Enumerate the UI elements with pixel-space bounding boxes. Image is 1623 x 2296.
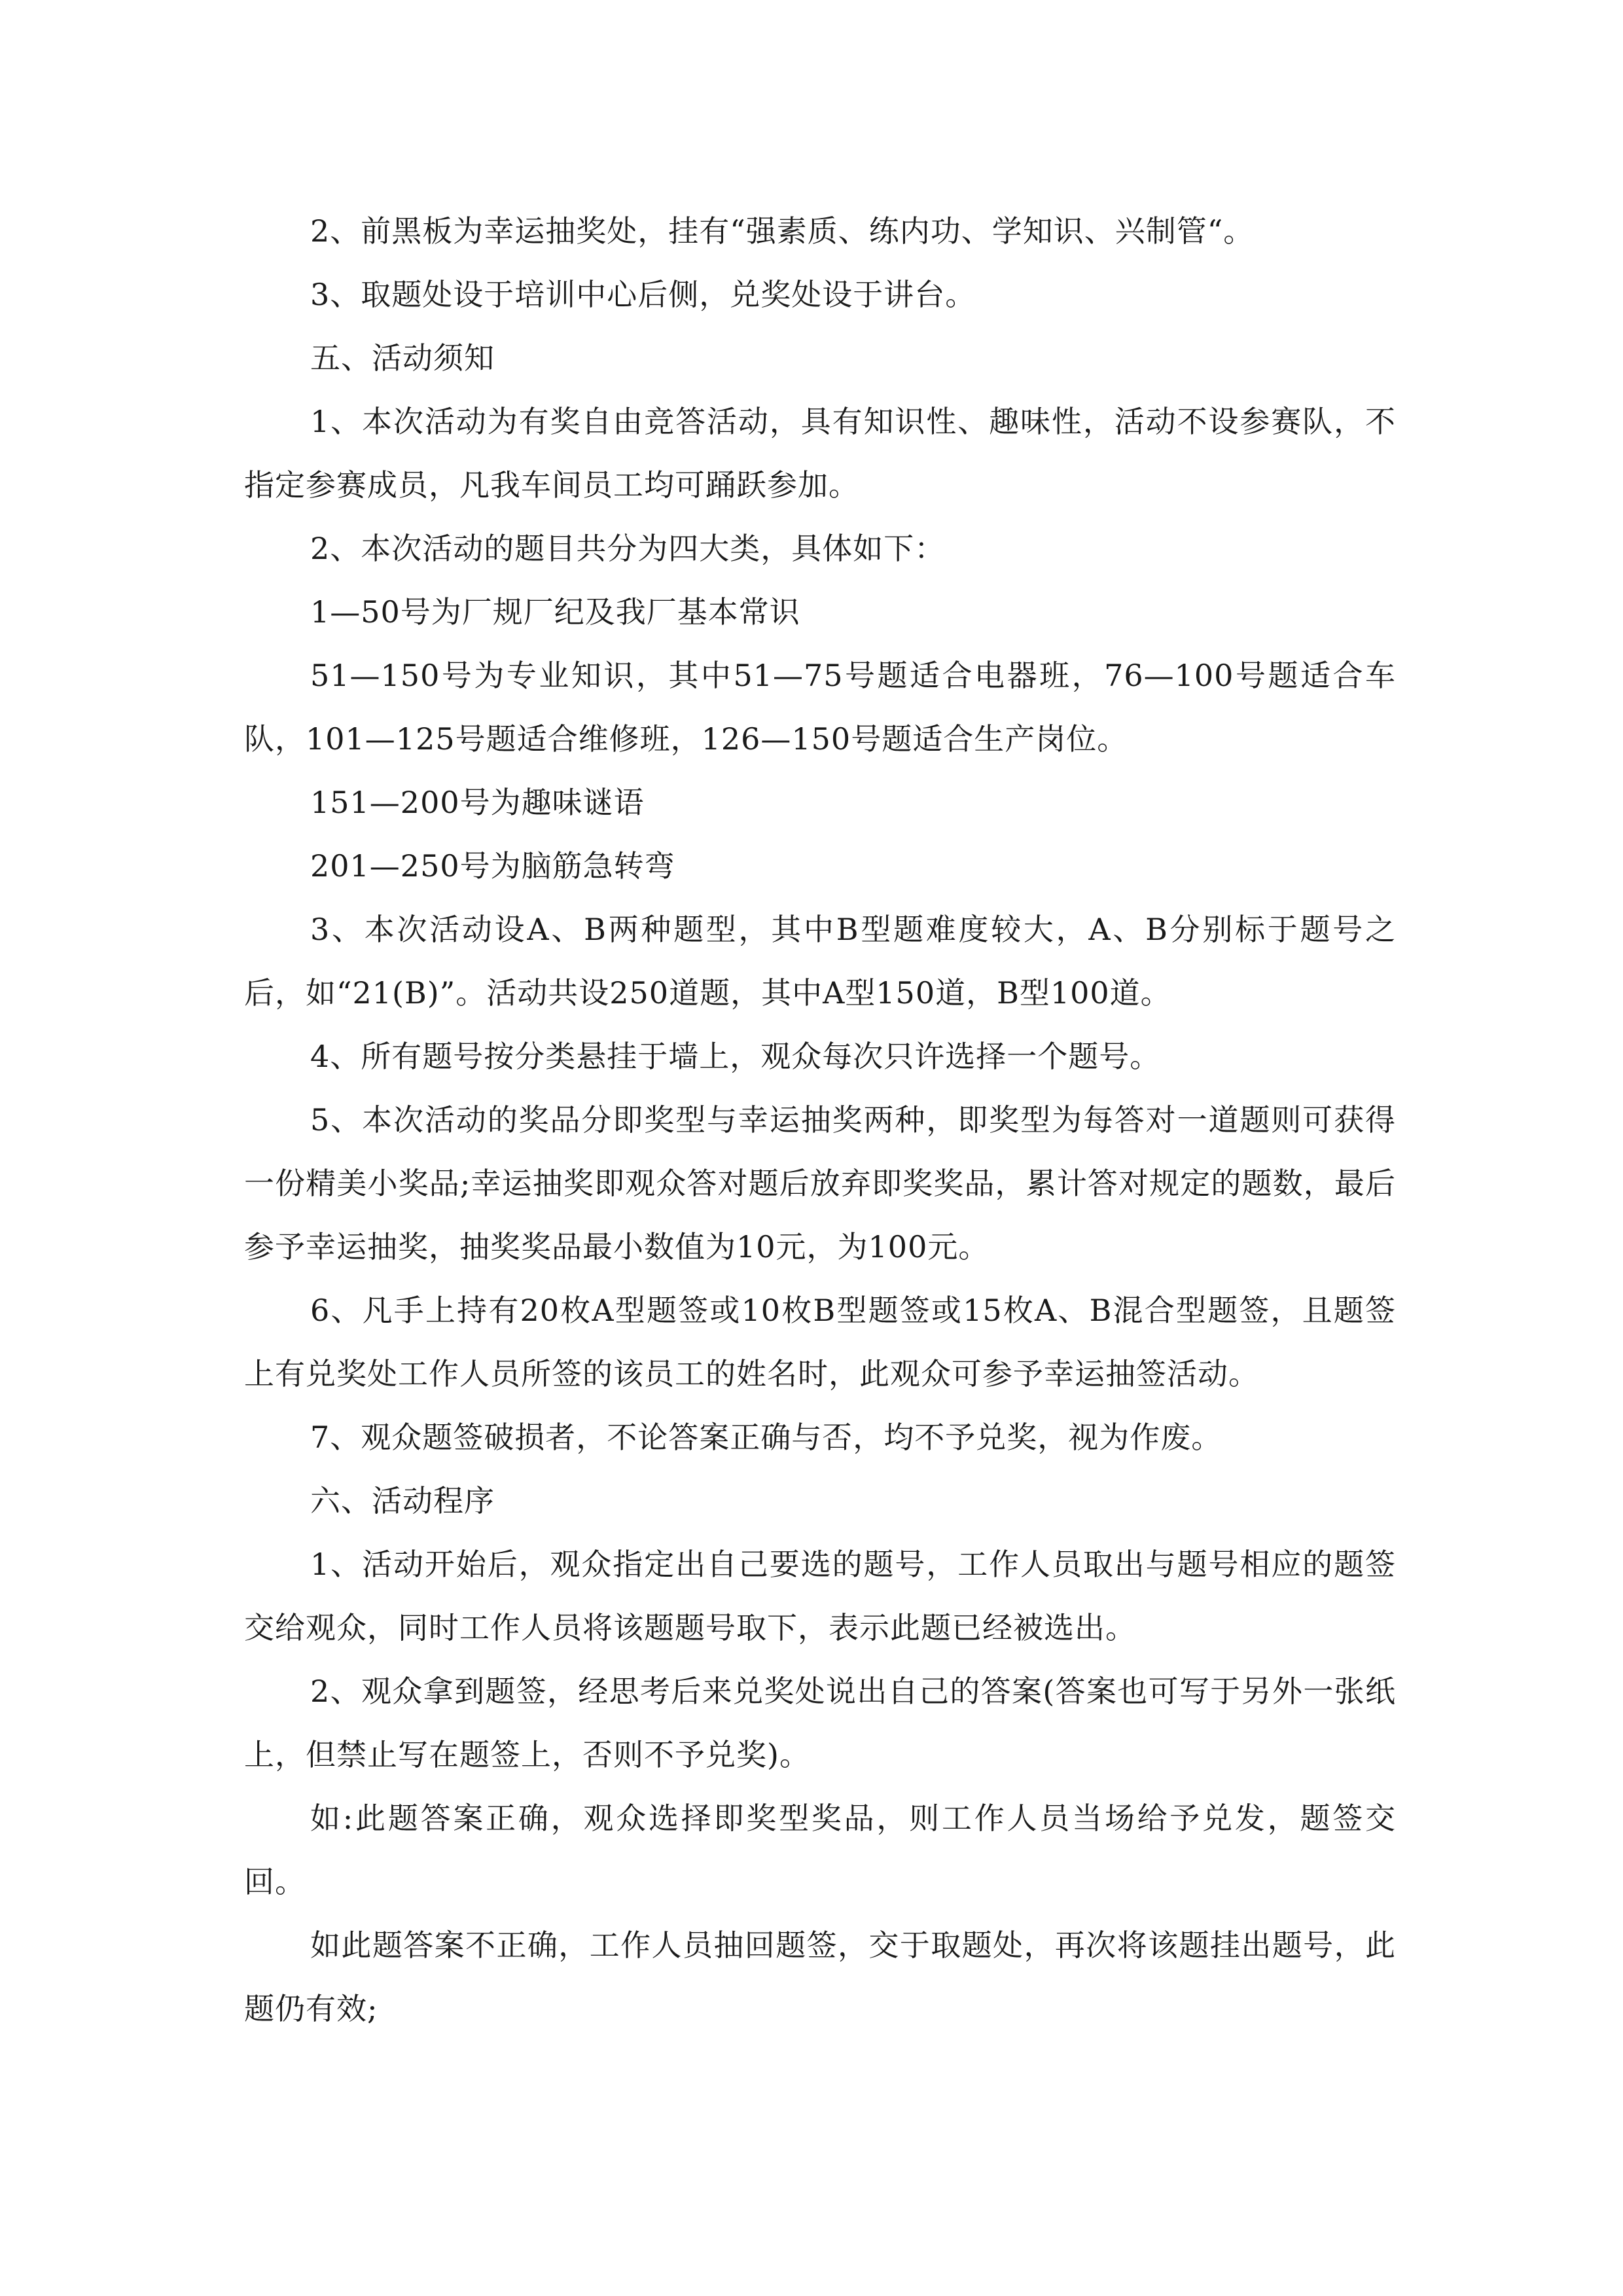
paragraph: 1—50号为厂规厂纪及我厂基本常识 [310,594,800,630]
paragraph: 如:此题答案正确，观众选择即奖型奖品，则工作人员当场给予兑发，题签交回。 [244,1801,1396,1899]
paragraph: 六、活动程序 [310,1483,495,1518]
paragraph: 3、本次活动设A、B两种题型，其中B型题难度较大，A、B分别标于题号之后，如“21(B)”。活动共设250道题，其中A型150道，B型100道。 [244,912,1396,1011]
paragraph: 4、所有题号按分类悬挂于墙上，观众每次只许选择一个题号。 [310,1039,1161,1074]
paragraph: 51—150号为专业知识，其中51—75号题适合电器班，76—100号题适合车队，101—125号题适合维修班，126—150号题适合生产岗位。 [244,658,1396,757]
paragraph: 2、本次活动的题目共分为四大类，具体如下： [310,531,946,566]
paragraph: 2、前黑板为幸运抽奖处，挂有“强素质、练内功、学知识、兴制管“。 [310,213,1255,249]
paragraph: 5、本次活动的奖品分即奖型与幸运抽奖两种，即奖型为每答对一道题则可获得一份精美小奖品;幸运抽奖即观众答对题后放弃即奖奖品，累计答对规定的题数，最后参予幸运抽奖，抽奖奖品最小数值为10元，为100元。 [244,1102,1396,1265]
paragraph: 7、观众题签破损者，不论答案正确与否，均不予兑奖，视为作废。 [310,1420,1222,1455]
document-body [244,200,1396,2041]
paragraph: 201—250号为脑筋急转弯 [310,848,675,884]
paragraph: 2、观众拿到题签，经思考后来兑奖处说出自己的答案(答案也可写于另外一张纸上，但禁止写在题签上，否则不予兑奖)。 [244,1674,1396,1772]
paragraph: 如此题答案不正确，工作人员抽回题签，交于取题处，再次将该题挂出题号，此题仍有效; [244,1928,1396,2026]
paragraph: 151—200号为趣味谜语 [310,785,645,820]
paragraph: 6、凡手上持有20枚A型题签或10枚B型题签或15枚A、B混合型题签，且题签上有兑奖处工作人员所签的该员工的姓名时，此观众可参予幸运抽签活动。 [244,1293,1396,1391]
paragraph: 五、活动须知 [310,340,495,376]
paragraph: 1、本次活动为有奖自由竞答活动，具有知识性、趣味性，活动不设参赛队，不指定参赛成员，凡我车间员工均可踊跃参加。 [244,404,1396,503]
paragraph: 1、活动开始后，观众指定出自己要选的题号，工作人员取出与题号相应的题签交给观众，同时工作人员将该题题号取下，表示此题已经被选出。 [244,1547,1396,1645]
paragraph: 3、取题处设于培训中心后侧，兑奖处设于讲台。 [310,277,976,312]
